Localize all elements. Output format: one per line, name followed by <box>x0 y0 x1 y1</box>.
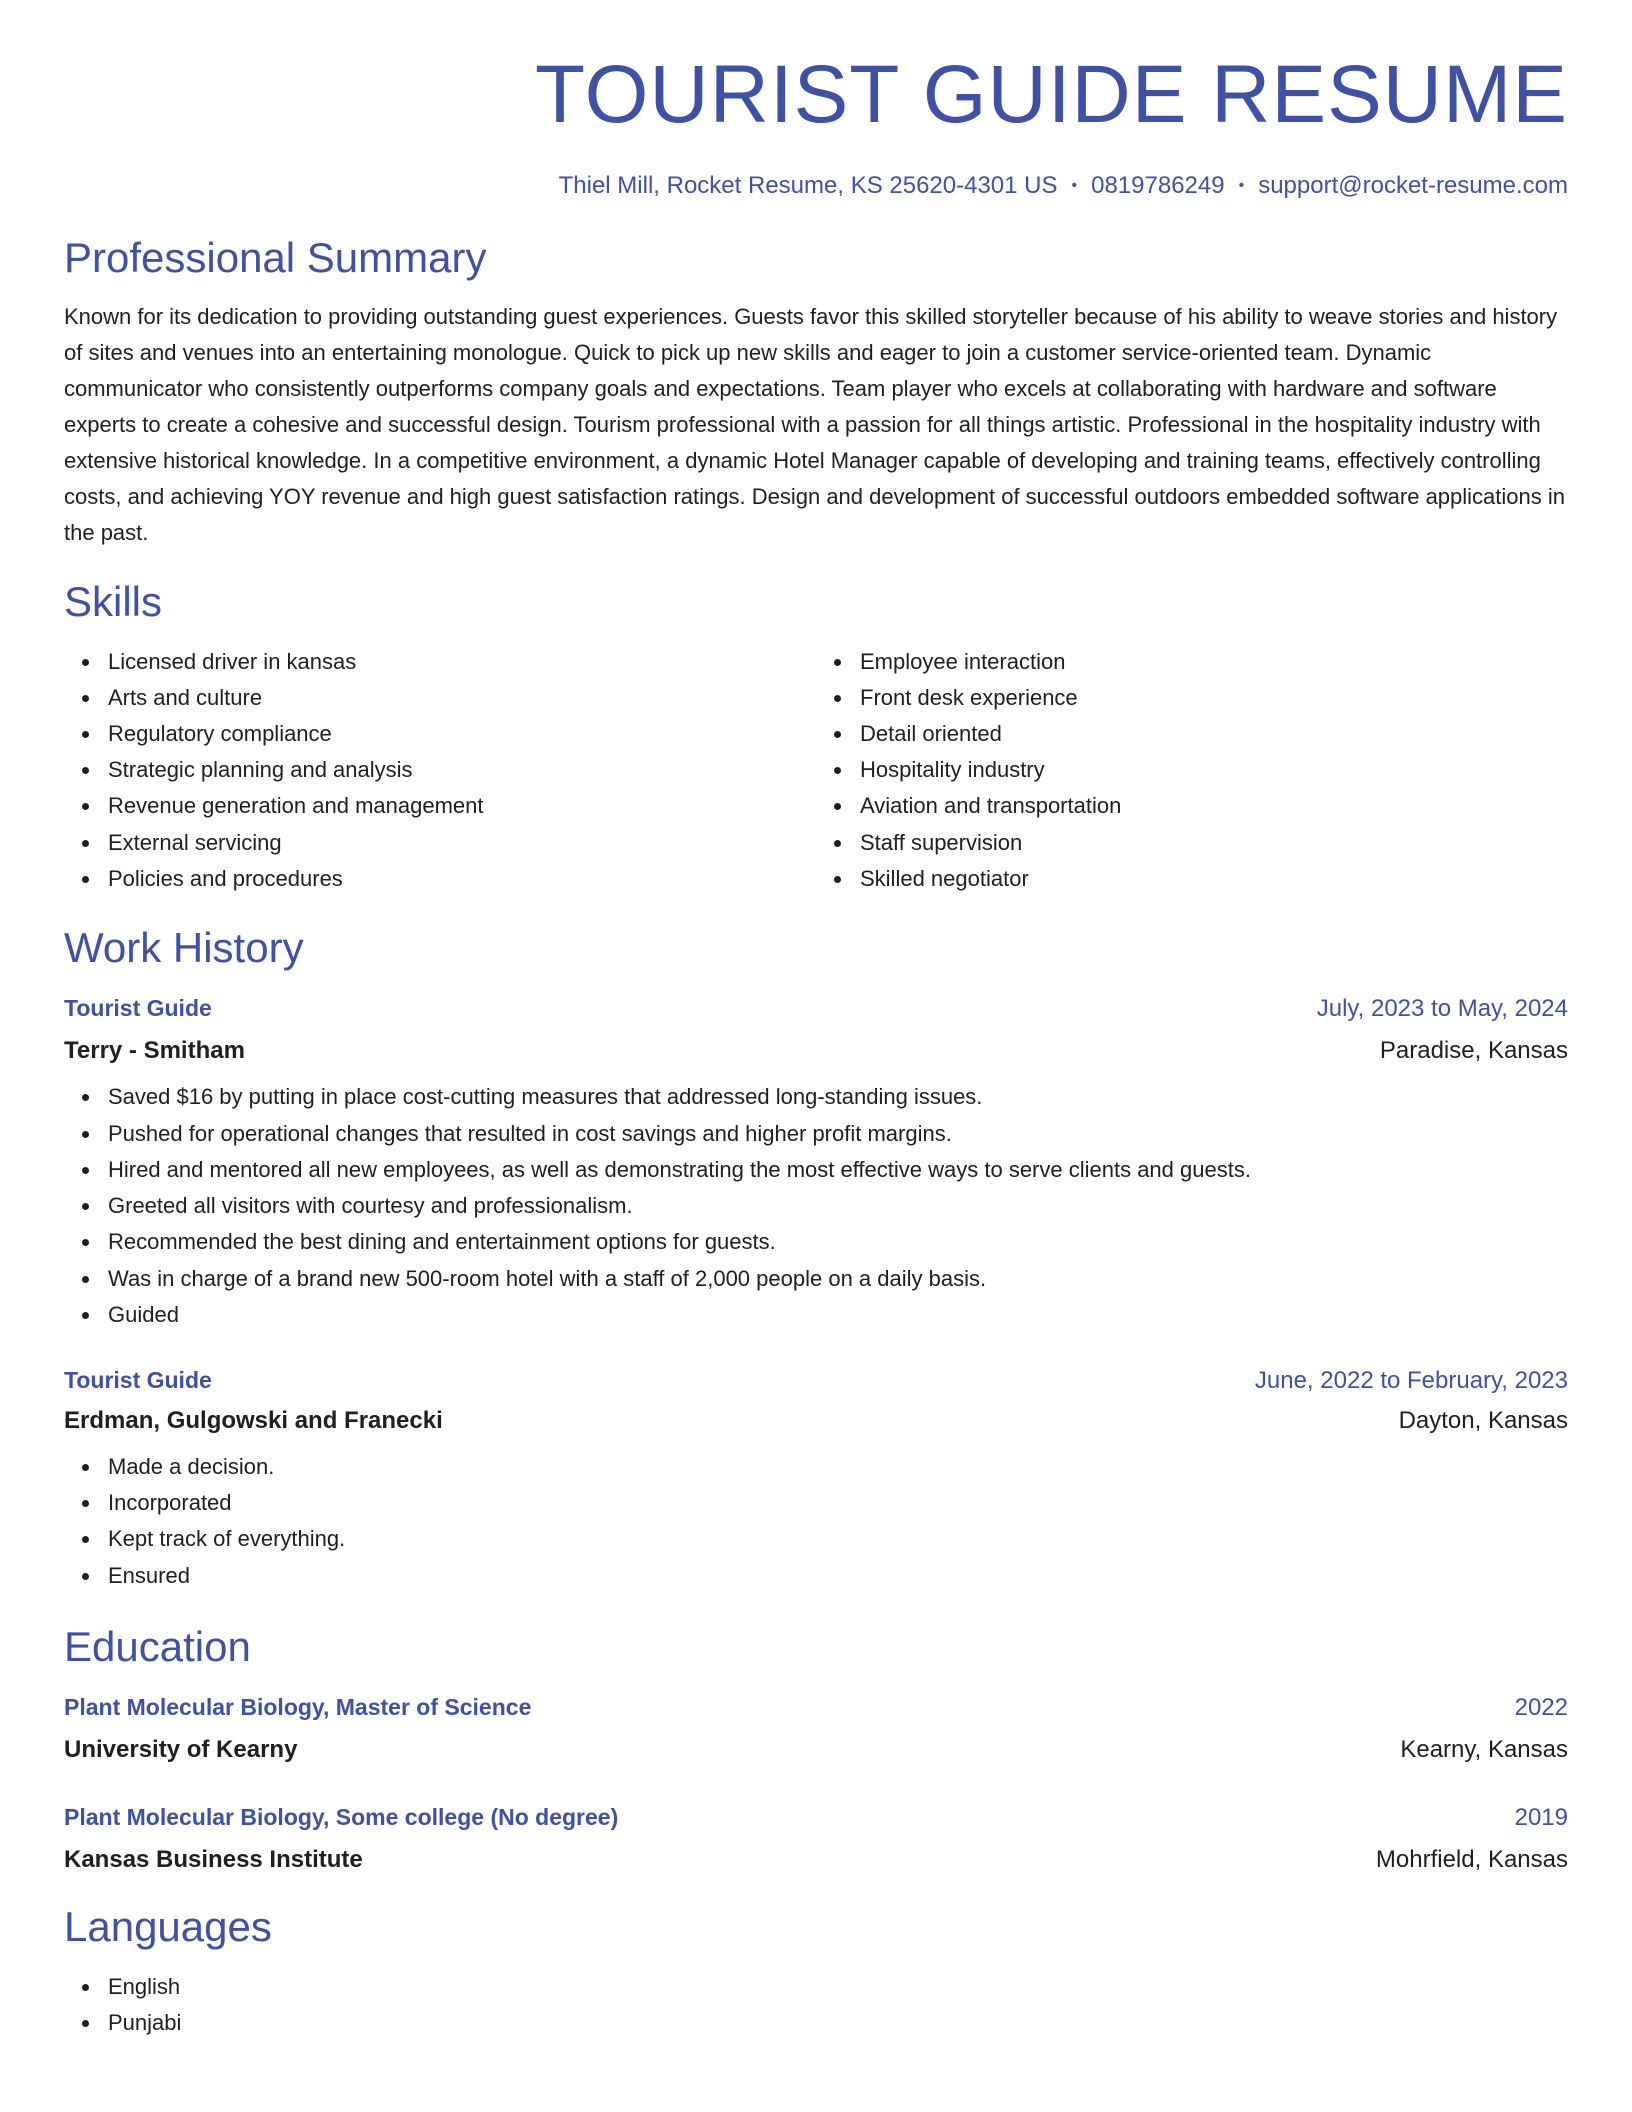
skill-item: Revenue generation and management <box>108 788 816 824</box>
job-bullets <box>64 1079 1568 1332</box>
skill-item: Staff supervision <box>860 825 1568 861</box>
work-history-heading: Work History <box>64 924 304 972</box>
job-bullet: Recommended the best dining and entertainment options for guests. <box>108 1224 1568 1260</box>
education-year: 2022 <box>1514 1694 1568 1722</box>
education-entry-header <box>64 1694 1568 1722</box>
resume-title: TOURIST GUIDE RESUME <box>535 49 1568 140</box>
contact-separator: • <box>1238 177 1245 195</box>
languages-heading: Languages <box>64 1903 272 1951</box>
skill-item: Front desk experience <box>860 680 1568 716</box>
job-bullet: Saved $16 by putting in place cost-cutting measures that addressed long-standing issues. <box>108 1079 1568 1115</box>
contact-line <box>64 172 1568 201</box>
degree-title: Plant Molecular Biology, Some college (No degree) <box>64 1804 619 1831</box>
job-location: Paradise, Kansas <box>1379 1037 1568 1065</box>
work-entry-header <box>64 1367 1568 1395</box>
job-dates: July, 2023 to May, 2024 <box>1316 995 1568 1023</box>
job-location: Dayton, Kansas <box>1398 1406 1568 1434</box>
school-location: Mohrfield, Kansas <box>1375 1846 1568 1874</box>
skill-item: Detail oriented <box>860 716 1568 752</box>
skill-item: Arts and culture <box>108 680 816 716</box>
skill-item: Aviation and transportation <box>860 788 1568 824</box>
contact-address: Thiel Mill, Rocket Resume, KS 25620-4301 US <box>558 172 1058 200</box>
skills-heading: Skills <box>64 578 163 626</box>
contact-separator: • <box>1071 177 1078 195</box>
job-title: Tourist Guide <box>64 995 212 1022</box>
school-location: Kearny, Kansas <box>1400 1736 1568 1764</box>
job-bullet: Incorporated <box>108 1485 1568 1521</box>
education-entry-header <box>64 1804 1568 1832</box>
job-bullet: Made a decision. <box>108 1449 1568 1485</box>
skills-grid <box>64 644 1568 897</box>
work-entry-subheader <box>64 1407 1568 1435</box>
company-name: Erdman, Gulgowski and Franecki <box>64 1406 443 1434</box>
education-entry-subheader <box>64 1736 1568 1764</box>
languages-list <box>64 1969 1568 2041</box>
education-entry-subheader <box>64 1846 1568 1874</box>
skill-item: Licensed driver in kansas <box>108 644 816 680</box>
degree-title: Plant Molecular Biology, Master of Science <box>64 1694 532 1721</box>
language-item: Punjabi <box>108 2005 1568 2041</box>
job-bullet: Greeted all visitors with courtesy and professionalism. <box>108 1188 1568 1224</box>
contact-phone: 0819786249 <box>1091 172 1225 200</box>
education-entry <box>64 1804 1568 1874</box>
company-name: Terry - Smitham <box>64 1037 245 1065</box>
job-dates: June, 2022 to February, 2023 <box>1254 1366 1568 1394</box>
skills-list-right <box>816 644 1568 897</box>
work-entry <box>64 995 1568 1332</box>
summary-heading: Professional Summary <box>64 233 487 281</box>
summary-text: Known for its dedication to providing outstanding guest experiences. Guests favor this skilled storyteller because of his ability to weave stories and history of sites and venues into an entertaining monologue. Quick to pick up new skills and eager to join a customer service-oriented team. Dynamic communicator who consistently outperforms company goals and expectations. Team player who excels at collaborating with hardware and software experts to create a cohesive and successful design. Tourism professional with a passion for all things artistic. Professional in the hospitality industry with extensive historical knowledge. In a competitive environment, a dynamic Hotel Manager capable of developing and training teams, effectively controlling costs, and achieving YOY revenue and high guest satisfaction ratings. Design and development of successful outdoors embedded software applications in the past. <box>64 304 1565 546</box>
job-bullet: Pushed for operational changes that resulted in cost savings and higher profit margins. <box>108 1116 1568 1152</box>
work-entry-header <box>64 995 1568 1023</box>
education-heading: Education <box>64 1622 251 1670</box>
skill-item: Hospitality industry <box>860 752 1568 788</box>
job-bullet: Hired and mentored all new employees, as well as demonstrating the most effective ways to serve clients and guests. <box>108 1152 1568 1188</box>
skill-item: Employee interaction <box>860 644 1568 680</box>
contact-email[interactable]: support@rocket-resume.com <box>1258 172 1568 200</box>
education-entry <box>64 1694 1568 1764</box>
skill-item: Regulatory compliance <box>108 716 816 752</box>
school-name: University of Kearny <box>64 1736 298 1764</box>
skill-item: Policies and procedures <box>108 861 816 897</box>
skill-item: Skilled negotiator <box>860 861 1568 897</box>
skill-item: Strategic planning and analysis <box>108 752 816 788</box>
education-year: 2019 <box>1514 1804 1568 1832</box>
job-bullets <box>64 1449 1568 1594</box>
skills-list-left <box>64 644 816 897</box>
school-name: Kansas Business Institute <box>64 1846 363 1874</box>
job-bullet: Guided <box>108 1297 1568 1333</box>
job-title: Tourist Guide <box>64 1366 212 1393</box>
job-bullet: Was in charge of a brand new 500-room hotel with a staff of 2,000 people on a daily basis. <box>108 1261 1568 1297</box>
work-entry-subheader <box>64 1037 1568 1065</box>
language-item: English <box>108 1969 1568 2005</box>
job-bullet: Kept track of everything. <box>108 1521 1568 1557</box>
work-entry <box>64 1367 1568 1594</box>
job-bullet: Ensured <box>108 1558 1568 1594</box>
skill-item: External servicing <box>108 825 816 861</box>
